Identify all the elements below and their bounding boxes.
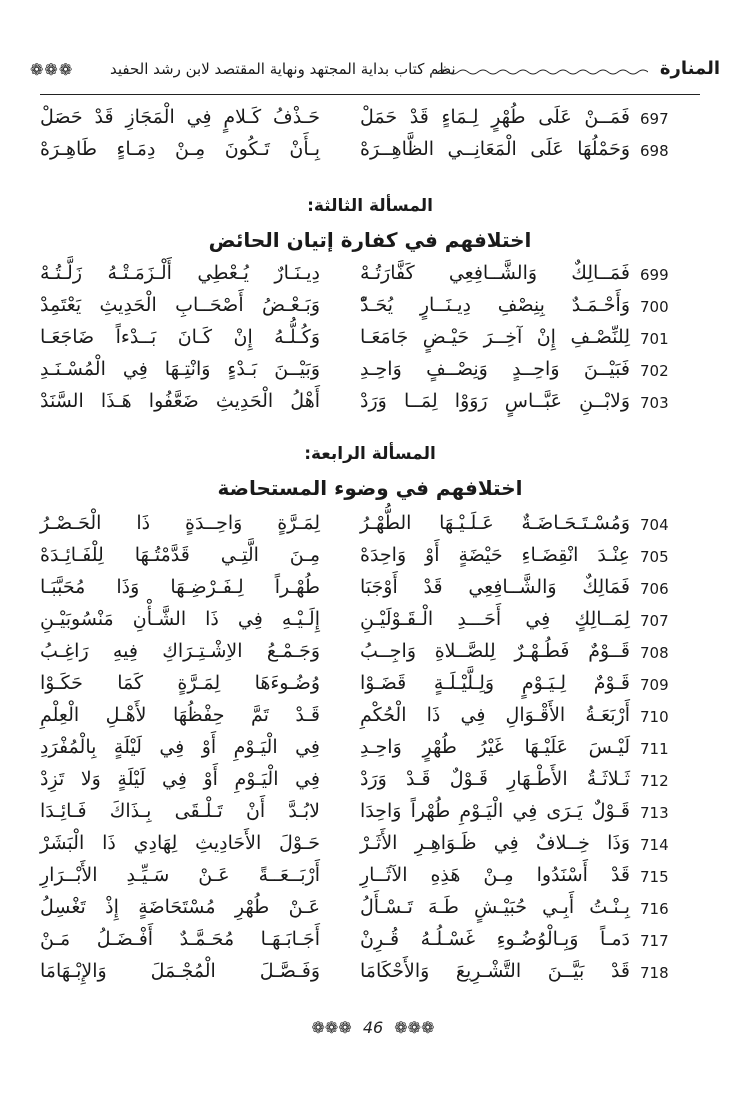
verse-first-hemistich: فَبَيْــنَ وَاحِــدٍ وَنِصْــفٍ وَاحِـدِ — [360, 358, 630, 380]
verse-first-hemistich: دَمـاً وَبِـالْوُضُـوءِ غَسْـلُـهُ قُـرِنْ — [360, 928, 630, 950]
verse-line — [40, 672, 700, 704]
book-title: نظم كتاب بداية المجتهد ونهاية المقتصد لابن رشد الحفيد — [110, 60, 456, 78]
verse-second-hemistich: وَفَـصَّـلَ الْمُجْـمَلَ وَالإِبْـهَامَا — [40, 960, 320, 982]
verse-first-hemistich: لِلنِّصْـفِ إِنْ آخِــرَ حَيْـضٍ جَامَعَـا — [360, 326, 630, 348]
verse-second-hemistich: مِـنَ الَّتِـي قَدَّمْتُـهَا لِلْفَـائِـدَهْ — [40, 544, 320, 566]
page-number: 46 — [362, 1018, 384, 1037]
verse-number: 701 — [640, 330, 669, 348]
verse-line — [40, 106, 700, 138]
verse-first-hemistich: قَــوْمٌ فَطُـهْـرٌ لِلصَّــلاةِ وَاجِــبُ — [360, 640, 630, 662]
verse-number: 709 — [640, 676, 669, 694]
verse-second-hemistich: طُهْـراً لِـفَـرْضِـهَا وَذَا مُحَبَّبَـا — [40, 576, 320, 598]
verse-first-hemistich: قَـوْمٌ لِـيَـوْمٍ وَلِـلَّيْـلَـةٍ قَضَـوْا — [360, 672, 630, 694]
verse-number: 700 — [640, 298, 669, 316]
verse-number: 705 — [640, 548, 669, 566]
verse-first-hemistich: وَحَمْلُهَا عَلَى الْمَعَانِــي الظَّاهِــرَهْ — [360, 138, 630, 160]
verse-group-2 — [40, 262, 700, 422]
footer-ornament-right-icon: ❁❁❁ — [394, 1018, 435, 1037]
section-subtitle: اختلافهم في وضوء المستحاضة — [217, 476, 523, 500]
verse-group-1 — [40, 106, 700, 170]
verse-second-hemistich: وُضُـوءَهَا لِمَـرَّةٍ كَمَا حَكَـوْا — [40, 672, 320, 694]
verse-second-hemistich: أَرْبَــعَــةً عَـنْ سَـيِّـدِ الأَبْــرَارِ — [40, 864, 320, 886]
verse-first-hemistich: عِنْـدَ انْقِضَـاءِ حَيْضَةٍ أَوْ وَاحِدَهْ — [360, 544, 630, 566]
verse-first-hemistich: لَيْـسَ عَلَيْـهَا غَيْرُ طُهْرٍ وَاحِـدِ — [360, 736, 630, 758]
verse-line — [40, 262, 700, 294]
verse-line — [40, 768, 700, 800]
verse-second-hemistich: لِمَـرَّةٍ وَاحِــدَةٍ ذَا الْحَـصْـرُ — [40, 512, 320, 534]
verse-number: 707 — [640, 612, 669, 630]
verse-first-hemistich: ثَـلاثَـةُ الأَطْـهَارِ قَـوْلٌ قَـدْ وَرَدْ — [360, 768, 630, 790]
verse-line — [40, 800, 700, 832]
verse-line — [40, 640, 700, 672]
verse-number: 713 — [640, 804, 669, 822]
verse-line — [40, 358, 700, 390]
verse-second-hemistich: حَـوْلَ الأَحَادِيثِ لِهَادِي ذَا الْبَشَرْ — [40, 832, 320, 854]
verse-first-hemistich: فَمَالِكٌ وَالشَّــافِعِي قَدْ أَوْجَبَا — [360, 576, 630, 598]
verse-line — [40, 326, 700, 358]
verse-second-hemistich: فِي الْيَـوْمِ أَوْ فِي لَيْلَةٍ بِالْمُفْرَدِ — [40, 736, 320, 758]
header-ornament-icon: ❁❁❁ — [30, 60, 74, 79]
verse-line — [40, 960, 700, 992]
verse-first-hemistich: فَمَــنْ عَلَى طُهْرٍ لِـمَاءٍ قَدْ حَمَلْ — [360, 106, 630, 128]
verse-first-hemistich: وَلابْــنِ عَبَّــاسٍ رَوَوْا لِمَــا وَرَدْ — [360, 390, 630, 412]
verse-first-hemistich: بِـنْـتُ أَبِـي حُبَيْـشٍ طَـهَ تَـسْـأَلُ — [360, 896, 630, 918]
verse-number: 711 — [640, 740, 669, 758]
verse-second-hemistich: دِيـنَـارٌ يُـعْطِي أَلْـزَمَـتْـهُ زَلَّـتُـهْ — [40, 262, 320, 284]
verse-second-hemistich: أَجَـابَـهَـا مُحَـمَّـدٌ أَفْـضَـلُ مَـنْ — [40, 928, 320, 950]
section-title: المسألة الرابعة: — [304, 444, 436, 464]
footer-ornament-left-icon: ❁❁❁ — [311, 1018, 352, 1037]
verse-line — [40, 544, 700, 576]
header-rule — [40, 94, 700, 95]
verse-number: 699 — [640, 266, 669, 284]
verse-group-3 — [40, 512, 700, 992]
verse-line — [40, 896, 700, 928]
verse-line — [40, 864, 700, 896]
verse-second-hemistich: وَكُـلُّـهُ إِنْ كَـانَ بَــدْءاً ضَاجَعَـا — [40, 326, 320, 348]
running-header — [30, 50, 720, 90]
wave-ornament-icon — [438, 68, 648, 76]
verse-line — [40, 704, 700, 736]
verse-first-hemistich: وَذَا خِــلافٌ فِي ظَـوَاهِـرِ الأَثَـرْ — [360, 832, 630, 854]
verse-first-hemistich: وَأَحْـمَـدٌ بِنِصْفِ دِيـنَــارٍ يُحَـدّْ — [360, 294, 630, 316]
verse-line — [40, 512, 700, 544]
verse-first-hemistich: وَمُسْـتَـحَـاضَـةٌ عَـلَـيْـهَا الطُّهْـرُ — [360, 512, 630, 534]
verse-second-hemistich: لابُـدَّ أَنْ تَـلْـقَى بِـذَاكَ فَـائِـدَا — [40, 800, 320, 822]
verse-first-hemistich: قَـوْلٌ يَـرَى فِي الْيَـوْمِ طُهْراً وَاحِدَا — [360, 800, 630, 822]
verse-number: 715 — [640, 868, 669, 886]
verse-line — [40, 832, 700, 864]
verse-number: 718 — [640, 964, 669, 982]
verse-number: 708 — [640, 644, 669, 662]
verse-number: 717 — [640, 932, 669, 950]
verse-first-hemistich: فَمَــالِكٌ وَالشَّــافِعِي كَفَّارَتُـهْ — [360, 262, 630, 284]
section-title: المسألة الثالثة: — [307, 196, 433, 216]
verse-second-hemistich: أَهْلُ الْحَدِيثِ ضَعَّفُوا هَـذَا السَّنَدْ — [40, 390, 320, 412]
verse-number: 716 — [640, 900, 669, 918]
verse-first-hemistich: أَرْبَعَـةُ الأَقْـوَالِ فِي ذَا الْحُكْمِ — [360, 704, 630, 726]
verse-line — [40, 138, 700, 170]
section-subtitle: اختلافهم في كفارة إتيان الحائض — [208, 228, 532, 252]
verse-second-hemistich: قَـدْ تَمَّ حِفْظُهَا لأَهْـلِ الْعِلْمِ — [40, 704, 320, 726]
verse-line — [40, 928, 700, 960]
verse-second-hemistich: وَجَـمْـعُ الاِشْـتِـرَاكِ فِيهِ رَاغِـبُ — [40, 640, 320, 662]
page-footer — [0, 1018, 746, 1037]
verse-number: 712 — [640, 772, 669, 790]
verse-line — [40, 390, 700, 422]
verse-second-hemistich: عَـنْ طُهْرِ مُسْتَحَاضَةٍ إِذْ تَغْسِلُ — [40, 896, 320, 918]
verse-number: 710 — [640, 708, 669, 726]
verse-second-hemistich: فِي الْيَـوْمِ أَوْ فِي لَيْلَةٍ وَلا تَزِدْ — [40, 768, 320, 790]
verse-second-hemistich: بِـأَنْ تَـكُونَ مِـنْ دِمَـاءٍ طَاهِـرَهْ — [40, 138, 320, 160]
verse-number: 698 — [640, 142, 669, 160]
journal-name: المنارة — [659, 58, 720, 79]
verse-line — [40, 608, 700, 640]
verse-first-hemistich: قَدْ أَسْنَدُوا مِـنْ هَذِهِ الآثَــارِ — [360, 864, 630, 886]
verse-number: 714 — [640, 836, 669, 854]
verse-second-hemistich: حَـذْفُ كَـلامٍ فِي الْمَجَازِ قَدْ حَصَلْ — [40, 106, 320, 128]
verse-second-hemistich: وَبَيْــنَ بَـدْءٍ وَانْتِـهَا فِي الْمُسْـنَـدِ — [40, 358, 320, 380]
verse-first-hemistich: قَدْ بَيَّــنَ التَّشْـرِيعَ وَالأَحْكَامَا — [360, 960, 630, 982]
verse-line — [40, 576, 700, 608]
verse-number: 697 — [640, 110, 669, 128]
verse-number: 703 — [640, 394, 669, 412]
verse-number: 704 — [640, 516, 669, 534]
verse-second-hemistich: وَبَـعْـضُ أَصْحَــابِ الْحَدِيثِ يَعْتَمِدْ — [40, 294, 320, 316]
verse-number: 702 — [640, 362, 669, 380]
verse-second-hemistich: إِلَـيْـهِ فِي ذَا الشَّـأْنِ مَنْسُوبَيْـنِ — [40, 608, 320, 630]
verse-line — [40, 736, 700, 768]
verse-first-hemistich: لِمَــالِكٍ فِي أَحَـــدِ الْـقَـوْلَيْـنِ — [360, 608, 630, 630]
verse-line — [40, 294, 700, 326]
verse-number: 706 — [640, 580, 669, 598]
